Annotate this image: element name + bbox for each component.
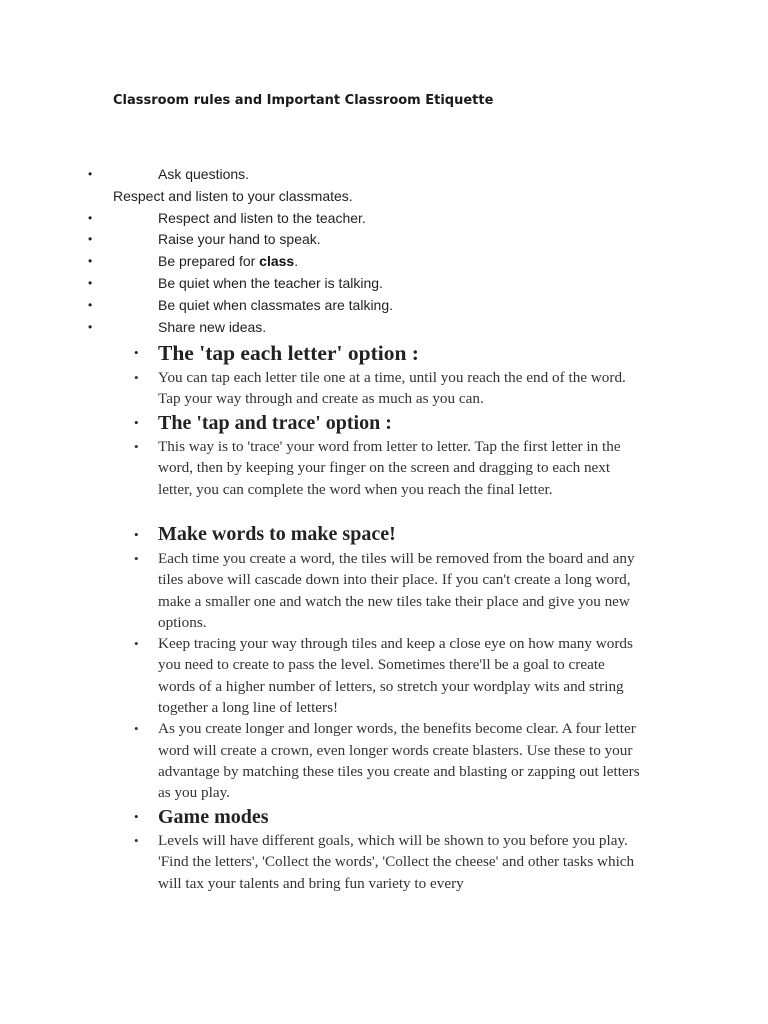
bullet-icon: • (88, 232, 93, 247)
list-item (0, 229, 768, 251)
list-item-text: Raise your hand to speak. (158, 231, 321, 248)
bullet-icon: • (134, 833, 139, 848)
section-heading-text: Make words to make space! (158, 523, 396, 545)
bullet-icon: • (88, 210, 93, 225)
section-heading (0, 410, 768, 436)
list-item (0, 273, 768, 295)
paragraph-text: Keep tracing your way through tiles and keep a close eye on how many words you need to create to pass the level. Sometimes there'll be a goal to create words of a higher number of letters, so stretch your wordplay wits and string together a long line of letters! (158, 635, 633, 717)
list-item (0, 208, 768, 230)
list-item (0, 251, 768, 273)
bullet-icon: • (88, 297, 93, 312)
bullet-icon: • (134, 370, 139, 385)
list-item (0, 317, 768, 339)
list-item-text (158, 251, 298, 273)
section-heading-text: The 'tap and trace' option : (158, 412, 392, 434)
section-heading (0, 804, 768, 830)
list-item-text: Ask questions. (158, 166, 250, 182)
list-item (0, 186, 768, 208)
bullet-icon: • (134, 551, 139, 566)
bullet-icon: • (88, 275, 93, 290)
document-title: Classroom rules and Important Classroom Etiquette (113, 93, 494, 108)
bullet-icon: • (134, 415, 139, 430)
paragraph-text: As you create longer and longer words, the benefits become clear. A four letter word will create a crown, even longer words create blasters. Use these to your advantage by matching these tiles you create and blasting or zapping out letters as you play. (158, 720, 640, 802)
bullet-icon: • (134, 636, 139, 652)
list-item-text: Respect and listen to your classmates. (113, 187, 353, 204)
paragraph-text: This way is to 'trace' your word from letter to letter. Tap the first letter in the word, then by keeping your finger on the screen and dragging to each next letter, you can complete the word when you reach the final letter. (158, 438, 621, 498)
bullet-icon: • (134, 345, 139, 360)
list-item-text: Be quiet when the teacher is talking. (158, 274, 383, 291)
bullet-icon: • (88, 254, 93, 269)
classroom-rules-list (0, 164, 768, 338)
section-heading (0, 339, 768, 367)
list-item-text: Share new ideas. (158, 318, 267, 335)
bullet-icon: • (88, 319, 93, 334)
list-item-text: Respect and listen to the teacher. (158, 209, 366, 226)
list-item-text-end: . (294, 253, 299, 270)
section-paragraph (0, 367, 768, 410)
section-paragraph (0, 548, 768, 633)
bold-word: class (259, 253, 295, 270)
section-heading-text: The 'tap each letter' option : (158, 341, 419, 365)
section-paragraph (0, 830, 768, 894)
section-tap-each-letter (0, 339, 768, 410)
paragraph-text: Each time you create a word, the tiles will be removed from the board and any tiles above will cascade down into their place. If you can't create a long word, make a smaller one and watch the new tiles take their place and give you new options. (158, 550, 635, 631)
bullet-icon: • (134, 809, 139, 824)
section-heading (0, 521, 768, 548)
bullet-icon: • (88, 167, 93, 181)
section-paragraph (0, 436, 768, 500)
section-game-modes (0, 804, 768, 894)
section-paragraph (0, 718, 768, 803)
bullet-icon: • (134, 721, 139, 737)
list-item-text-start: Be prepared for (158, 253, 260, 270)
list-item (0, 295, 768, 317)
paragraph-text: Levels will have different goals, which will be shown to you before you play. 'Find the letters', 'Collect the words', 'Collect the cheese' and other tasks which will tax your talents and bring fun variety to every (158, 832, 635, 892)
list-item-text: Be quiet when classmates are talking. (158, 296, 394, 313)
paragraph-text: You can tap each letter tile one at a time, until you reach the end of the word. Tap your way through and create as much as you can. (158, 369, 626, 408)
list-item (0, 164, 768, 186)
section-make-words (0, 521, 768, 804)
section-tap-and-trace (0, 410, 768, 500)
bullet-icon: • (134, 439, 139, 454)
section-heading-text: Game modes (158, 806, 269, 828)
bullet-icon: • (134, 527, 139, 542)
section-paragraph (0, 633, 768, 718)
